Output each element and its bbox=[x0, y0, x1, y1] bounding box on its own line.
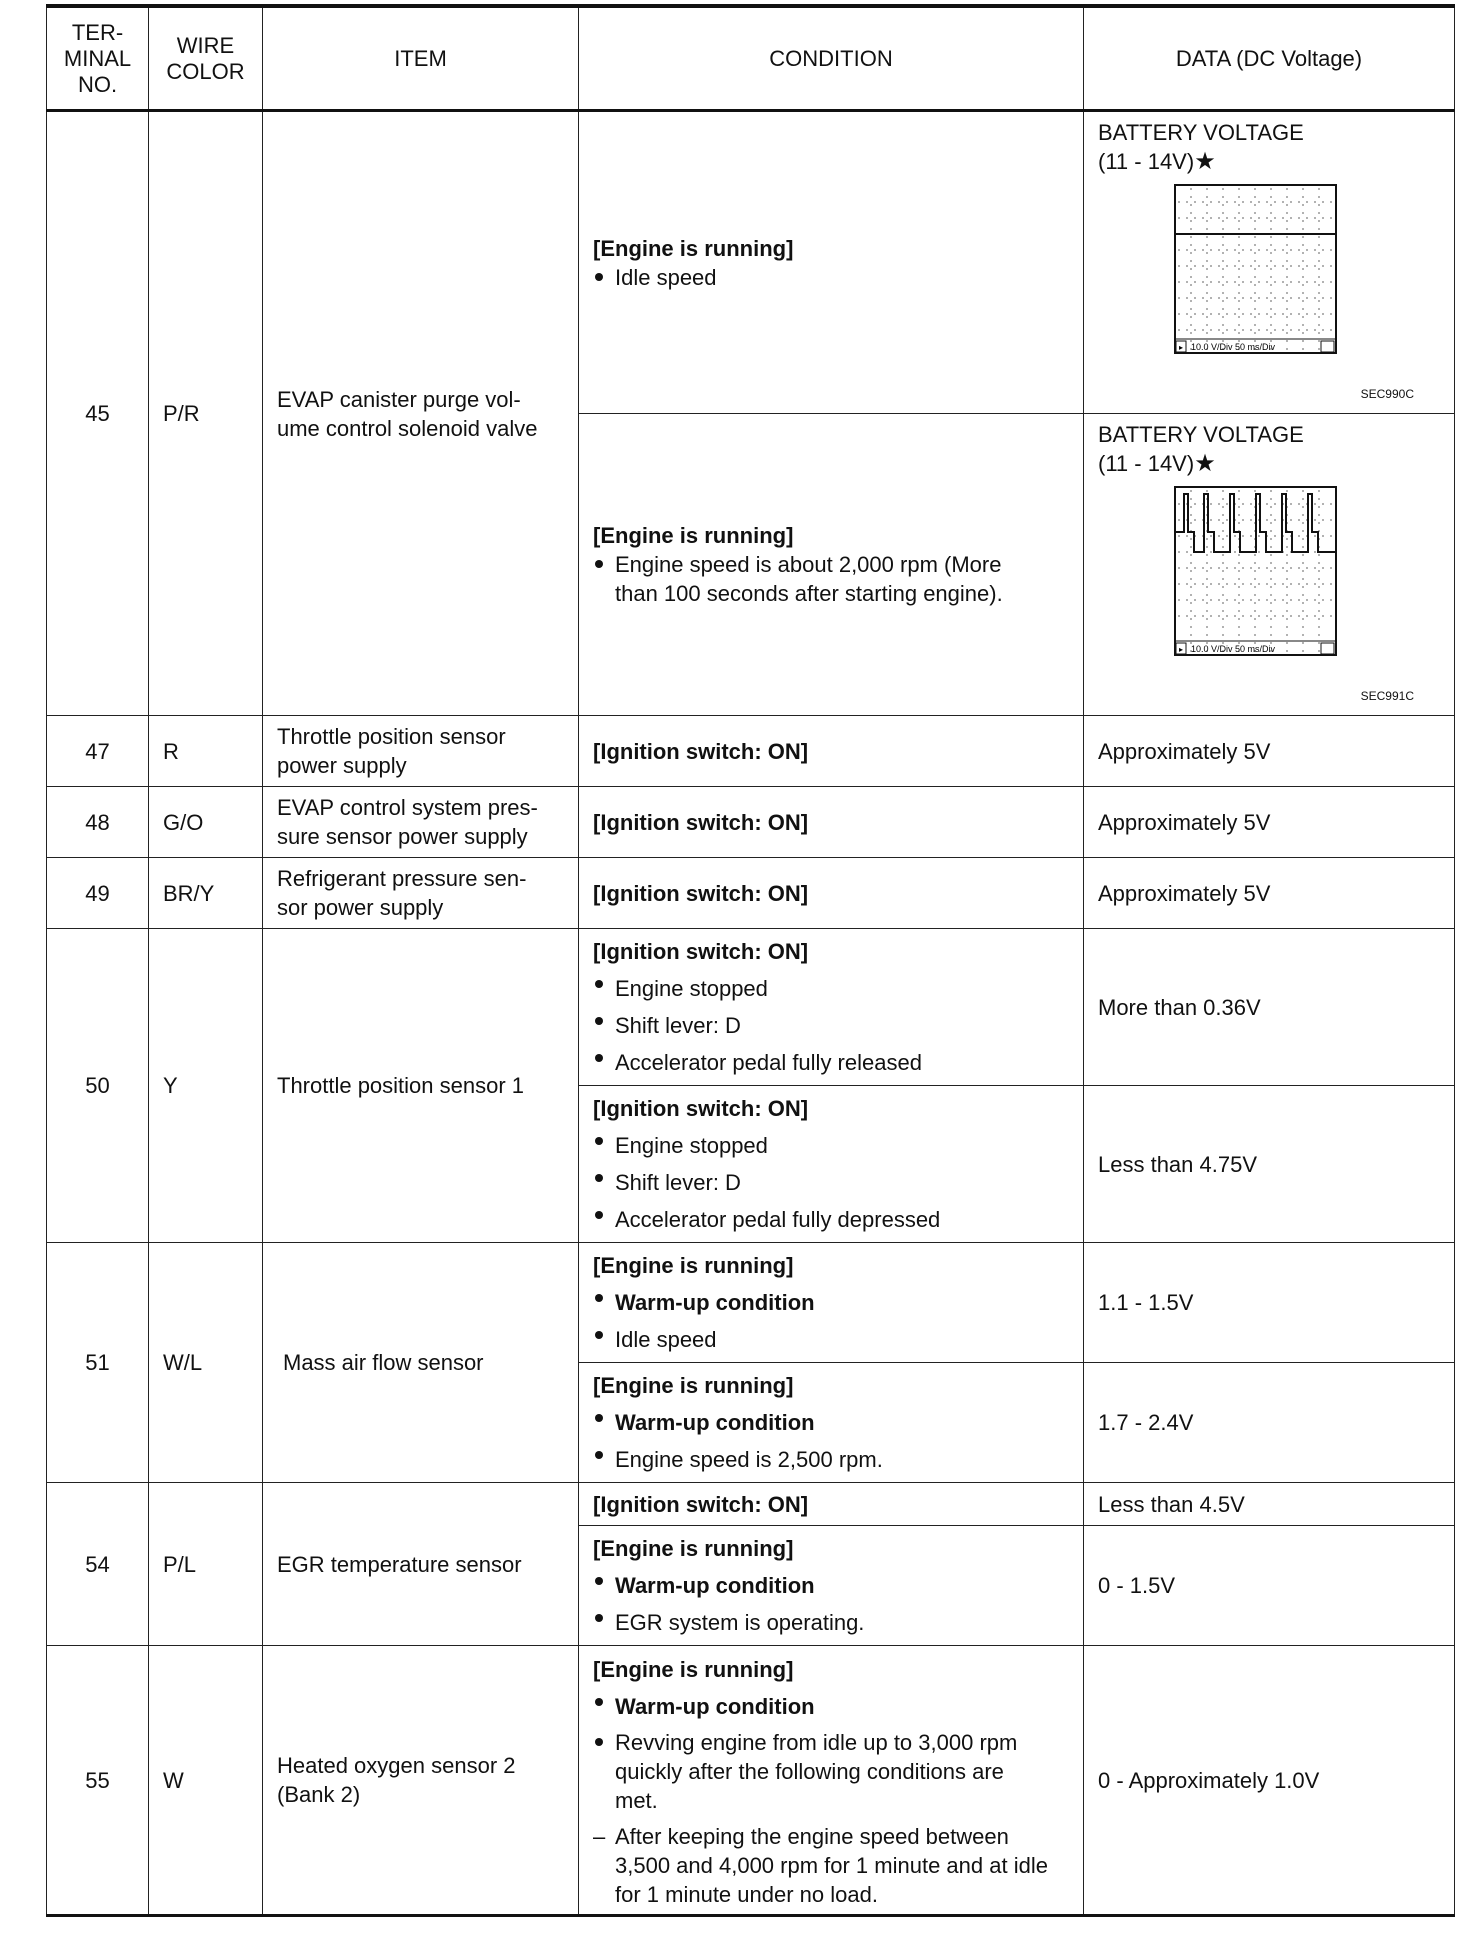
terminal-number: 45 bbox=[47, 111, 149, 716]
wire-color: W bbox=[149, 1646, 263, 1916]
item-cell: EVAP canister purge vol- ume control solenoid valve bbox=[263, 111, 579, 716]
data-cell: BATTERY VOLTAGE (11 - 14V)★ ▸ 10.0 V/Div 50 ms/Div SEC990C bbox=[1084, 111, 1455, 414]
header-item: ITEM bbox=[263, 6, 579, 111]
figure-code: SEC991C bbox=[1360, 689, 1414, 703]
item-cell: Refrigerant pressure sen- sor power supply bbox=[263, 858, 579, 929]
data-cell: Approximately 5V bbox=[1084, 787, 1455, 858]
terminal-number: 54 bbox=[47, 1483, 149, 1646]
wire-color: P/L bbox=[149, 1483, 263, 1646]
item-cell: Throttle position sensor 1 bbox=[263, 929, 579, 1243]
condition-cell: [Ignition switch: ON] bbox=[579, 716, 1084, 787]
data-cell: Less than 4.5V bbox=[1084, 1483, 1455, 1526]
condition-cell: [Ignition switch: ON] bbox=[579, 858, 1084, 929]
table-row bbox=[47, 1483, 1455, 1526]
header-terminal: TER- MINAL NO. bbox=[47, 6, 149, 111]
data-cell: 0 - Approximately 1.0V bbox=[1084, 1646, 1455, 1916]
table-row bbox=[47, 716, 1455, 787]
data-cell: Approximately 5V bbox=[1084, 858, 1455, 929]
table-row bbox=[47, 1243, 1455, 1363]
item-cell: Heated oxygen sensor 2 (Bank 2) bbox=[263, 1646, 579, 1916]
condition-cell: [Ignition switch: ON] Engine stopped Shift lever: D Accelerator pedal fully depressed bbox=[579, 1086, 1084, 1243]
item-cell: Throttle position sensor power supply bbox=[263, 716, 579, 787]
condition-cell: [Engine is running] Warm-up condition Revving engine from idle up to 3,000 rpm quickly after the following conditions are met. – After keeping the engine speed between 3,500 and 4,000 rpm for 1 minute and at idle for 1 minute under no load. bbox=[579, 1646, 1084, 1916]
wire-color: R bbox=[149, 716, 263, 787]
condition-cell: [Engine is running] Warm-up condition EGR system is operating. bbox=[579, 1526, 1084, 1646]
oscilloscope-waveform-idle bbox=[1174, 184, 1338, 369]
wire-color: W/L bbox=[149, 1243, 263, 1483]
star-icon: ★ bbox=[1194, 450, 1216, 477]
svg-text:▸: ▸ bbox=[1179, 343, 1184, 352]
data-cell: Approximately 5V bbox=[1084, 716, 1455, 787]
item-cell: EGR temperature sensor bbox=[263, 1483, 579, 1646]
condition-cell: [Engine is running] Engine speed is about 2,000 rpm (More than 100 seconds after starting engine). bbox=[579, 414, 1084, 716]
condition-cell: [Ignition switch: ON] bbox=[579, 1483, 1084, 1526]
terminal-number: 47 bbox=[47, 716, 149, 787]
wire-color: P/R bbox=[149, 111, 263, 716]
terminal-number: 48 bbox=[47, 787, 149, 858]
data-cell: 1.1 - 1.5V bbox=[1084, 1243, 1455, 1363]
svg-text:▸: ▸ bbox=[1179, 645, 1184, 654]
wire-color: Y bbox=[149, 929, 263, 1243]
terminal-number: 49 bbox=[47, 858, 149, 929]
waveform-scale-label: 10.0 V/Div 50 ms/Div bbox=[1191, 342, 1276, 352]
data-cell: 0 - 1.5V bbox=[1084, 1526, 1455, 1646]
waveform-scale-label: 10.0 V/Div 50 ms/Div bbox=[1191, 644, 1276, 654]
header-condition: CONDITION bbox=[579, 6, 1084, 111]
data-cell: BATTERY VOLTAGE (11 - 14V)★ ▸ 10.0 V/Div 50 ms/Div SEC991C bbox=[1084, 414, 1455, 716]
data-cell: 1.7 - 2.4V bbox=[1084, 1363, 1455, 1483]
condition-cell: [Engine is running] Warm-up condition Engine speed is 2,500 rpm. bbox=[579, 1363, 1084, 1483]
figure-code: SEC990C bbox=[1360, 387, 1414, 401]
star-icon: ★ bbox=[1194, 148, 1216, 175]
header-wire-color: WIRE COLOR bbox=[149, 6, 263, 111]
wire-color: G/O bbox=[149, 787, 263, 858]
table-row bbox=[47, 929, 1455, 1086]
condition-cell: [Engine is running] Warm-up condition Idle speed bbox=[579, 1243, 1084, 1363]
terminal-number: 51 bbox=[47, 1243, 149, 1483]
ecm-terminal-table bbox=[46, 4, 1455, 1917]
table-row bbox=[47, 1646, 1455, 1916]
data-cell: More than 0.36V bbox=[1084, 929, 1455, 1086]
condition-cell: [Ignition switch: ON] Engine stopped Shift lever: D Accelerator pedal fully released bbox=[579, 929, 1084, 1086]
table-row bbox=[47, 858, 1455, 929]
condition-cell: [Ignition switch: ON] bbox=[579, 787, 1084, 858]
item-cell: EVAP control system pres- sure sensor power supply bbox=[263, 787, 579, 858]
terminal-number: 55 bbox=[47, 1646, 149, 1916]
oscilloscope-waveform-2000rpm bbox=[1174, 486, 1338, 671]
data-cell: Less than 4.75V bbox=[1084, 1086, 1455, 1243]
table-row bbox=[47, 111, 1455, 414]
header-data: DATA (DC Voltage) bbox=[1084, 6, 1455, 111]
table-header-row bbox=[47, 6, 1455, 111]
condition-cell: [Engine is running] Idle speed bbox=[579, 111, 1084, 414]
terminal-number: 50 bbox=[47, 929, 149, 1243]
item-cell: Mass air flow sensor bbox=[263, 1243, 579, 1483]
table-row bbox=[47, 787, 1455, 858]
wire-color: BR/Y bbox=[149, 858, 263, 929]
